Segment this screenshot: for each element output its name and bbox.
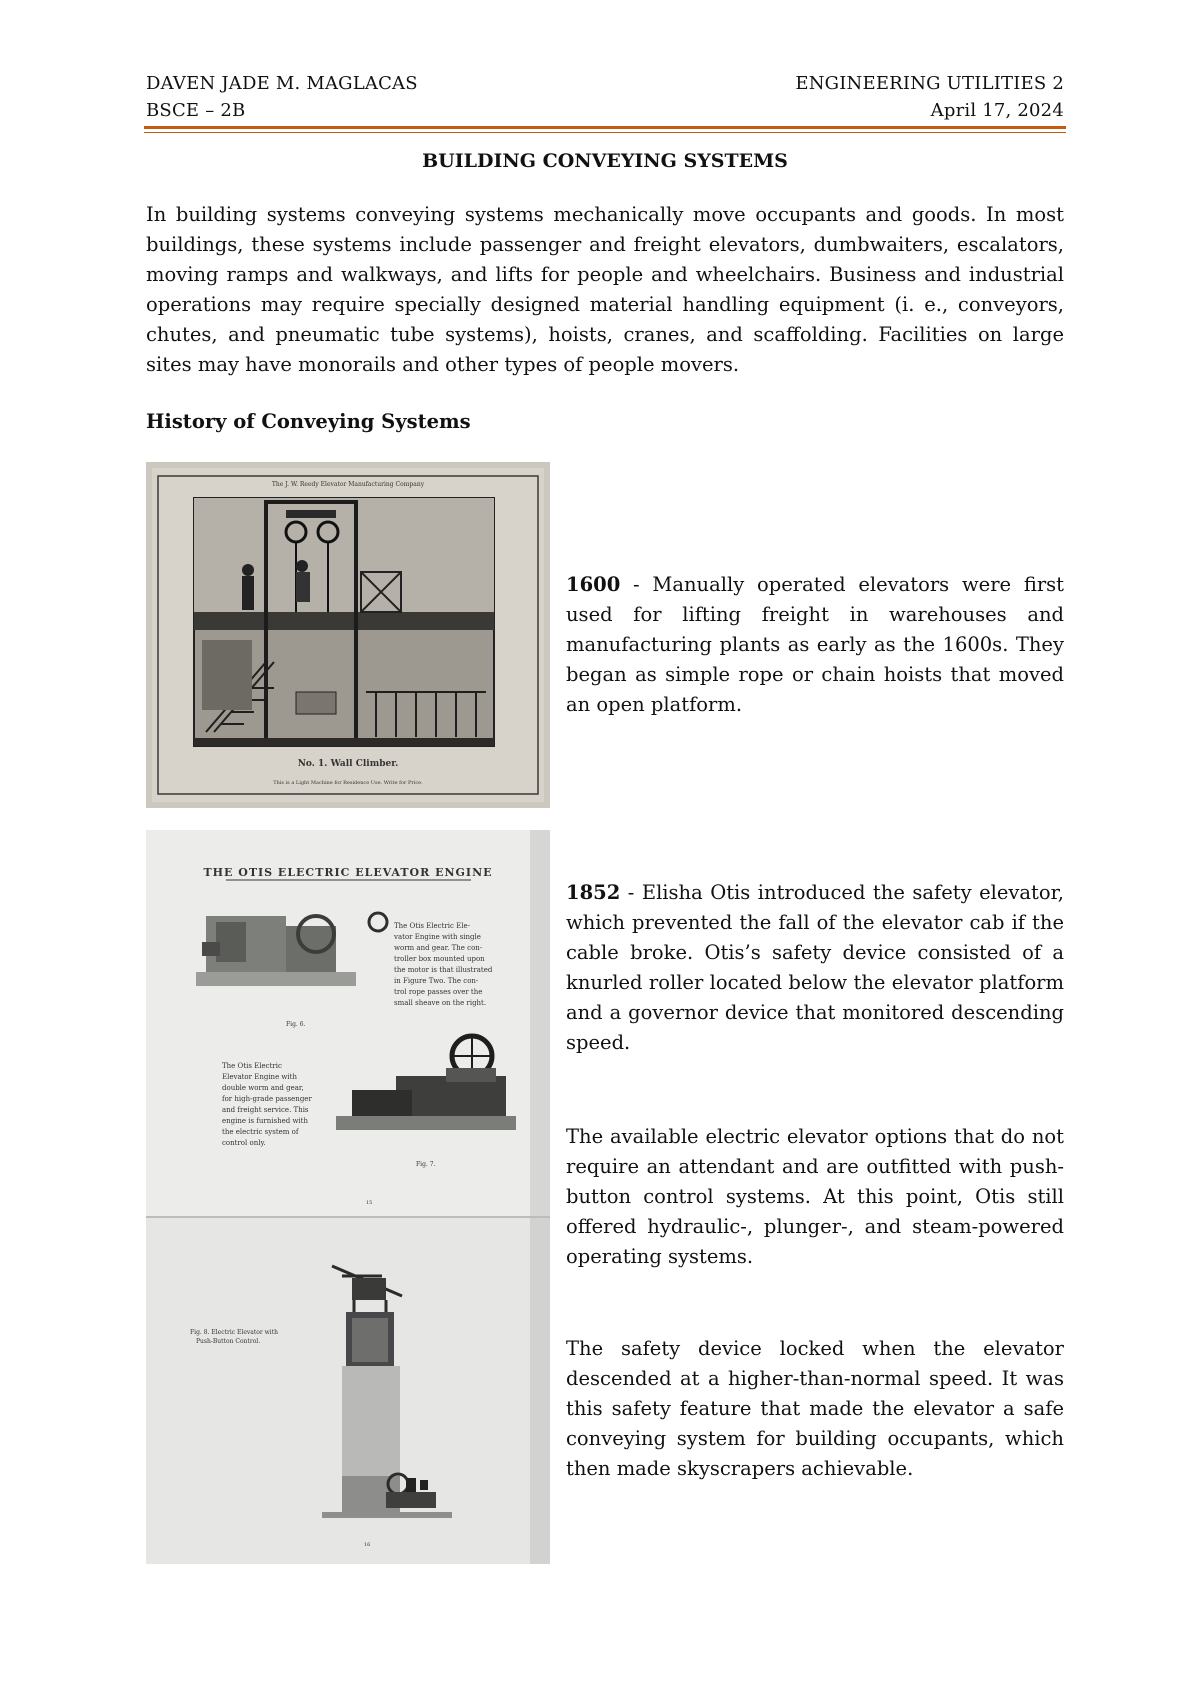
header-rule-thick bbox=[144, 126, 1066, 129]
push-button-elevator-image bbox=[146, 1216, 550, 1564]
svg-text:The Otis Electric: The Otis Electric bbox=[222, 1062, 282, 1070]
entry-1852-year: 1852 bbox=[566, 881, 621, 904]
otis-engine-image bbox=[146, 830, 550, 1216]
svg-text:control only.: control only. bbox=[222, 1139, 266, 1147]
svg-text:Elevator Engine with: Elevator Engine with bbox=[222, 1073, 297, 1081]
otis-engine-drawing bbox=[146, 830, 550, 1216]
svg-text:for high-grade passenger: for high-grade passenger bbox=[222, 1095, 312, 1103]
svg-text:vator Engine with single: vator Engine with single bbox=[394, 933, 481, 941]
author-name: DAVEN JADE M. MAGLACAS bbox=[146, 73, 418, 94]
entry-1600-year: 1600 bbox=[566, 573, 621, 596]
svg-text:engine is furnished with: engine is furnished with bbox=[222, 1117, 308, 1125]
otis-fig7-label: Fig. 7. bbox=[416, 1161, 436, 1168]
wall-climber-bottom-caption: This is a Light Machine for Residence Use. Write for Price. bbox=[273, 780, 423, 786]
svg-text:small sheave on the right.: small sheave on the right. bbox=[394, 999, 487, 1007]
svg-text:trol rope passes over the: trol rope passes over the bbox=[394, 988, 483, 996]
svg-text:the electric system of: the electric system of bbox=[222, 1128, 299, 1136]
safety-device-paragraph: The safety device locked when the elevator descended at a higher-than-normal speed. It was this safety feature that made the elevator a safe conveying system for building occupants, which then made skyscrapers achievable. bbox=[566, 1337, 1064, 1480]
otis-fig6-label: Fig. 6. bbox=[286, 1021, 306, 1028]
document-date: April 17, 2024 bbox=[930, 100, 1064, 121]
svg-text:in Figure Two. The con-: in Figure Two. The con- bbox=[394, 977, 479, 985]
course-name: ENGINEERING UTILITIES 2 bbox=[795, 73, 1064, 94]
svg-text:worm and gear. The con-: worm and gear. The con- bbox=[394, 944, 483, 952]
wall-climber-top-caption: The J. W. Reedy Elevator Manufacturing Company bbox=[271, 481, 425, 488]
svg-text:the motor is that illustrated: the motor is that illustrated bbox=[394, 966, 493, 974]
svg-text:troller box mounted upon: troller box mounted upon bbox=[394, 955, 485, 963]
intro-paragraph: In building systems conveying systems mechanically move occupants and goods. In most buildings, these systems include passenger and freight elevators, dumbwaiters, escalators, moving ramps and walkways, and lifts for people and wheelchairs. Business and industrial operations may require specially designed material handling equipment (i. e., conveyors, chutes, and pneumatic tube systems), hoists, cranes, and scaffolding. Facilities on large sites may have monorails and other types of people movers. bbox=[146, 203, 1064, 376]
electric-options-paragraph: The available electric elevator options that do not require an attendant and are outfitted with push-button control systems. At this point, Otis still offered hydraulic-, plunger-, and steam-powered operating systems. bbox=[566, 1125, 1064, 1268]
wall-climber-image bbox=[146, 462, 550, 808]
entry-1852-text: - Elisha Otis introduced the safety elevator, which prevented the fall of the elevator cab if the cable broke. Otis’s safety device consisted of a knurled roller located below the elevator platform and a governor device that monitored descending speed. bbox=[566, 881, 1064, 1054]
entry-1600 bbox=[566, 570, 1064, 720]
push-button-caption-2: Push-Button Control. bbox=[196, 1338, 261, 1345]
push-button-elevator-drawing bbox=[146, 1216, 550, 1564]
svg-text:double worm and gear,: double worm and gear, bbox=[222, 1084, 304, 1092]
entry-1600-text: - Manually operated elevators were first used for lifting freight in warehouses and manufacturing plants as early as the 1600s. They began as simple rope or chain hoists that moved an open platform. bbox=[566, 573, 1064, 716]
wall-climber-drawing bbox=[146, 462, 550, 808]
entry-1852 bbox=[566, 878, 1064, 1058]
push-button-caption-1: Fig. 8. Electric Elevator with bbox=[190, 1329, 278, 1336]
otis-engine-heading: THE OTIS ELECTRIC ELEVATOR ENGINE bbox=[203, 866, 493, 879]
section-name: BSCE – 2B bbox=[146, 100, 246, 121]
section-heading: History of Conveying Systems bbox=[146, 410, 471, 433]
svg-text:The Otis Electric Ele-: The Otis Electric Ele- bbox=[394, 922, 470, 930]
wall-climber-caption: No. 1. Wall Climber. bbox=[297, 759, 399, 769]
svg-text:and freight service. This: and freight service. This bbox=[222, 1106, 309, 1114]
otis-engine-page-number: 15 bbox=[366, 1200, 373, 1206]
push-button-page-number: 16 bbox=[364, 1542, 371, 1548]
header-rule-thin bbox=[144, 132, 1066, 133]
page-title: BUILDING CONVEYING SYSTEMS bbox=[422, 150, 788, 172]
